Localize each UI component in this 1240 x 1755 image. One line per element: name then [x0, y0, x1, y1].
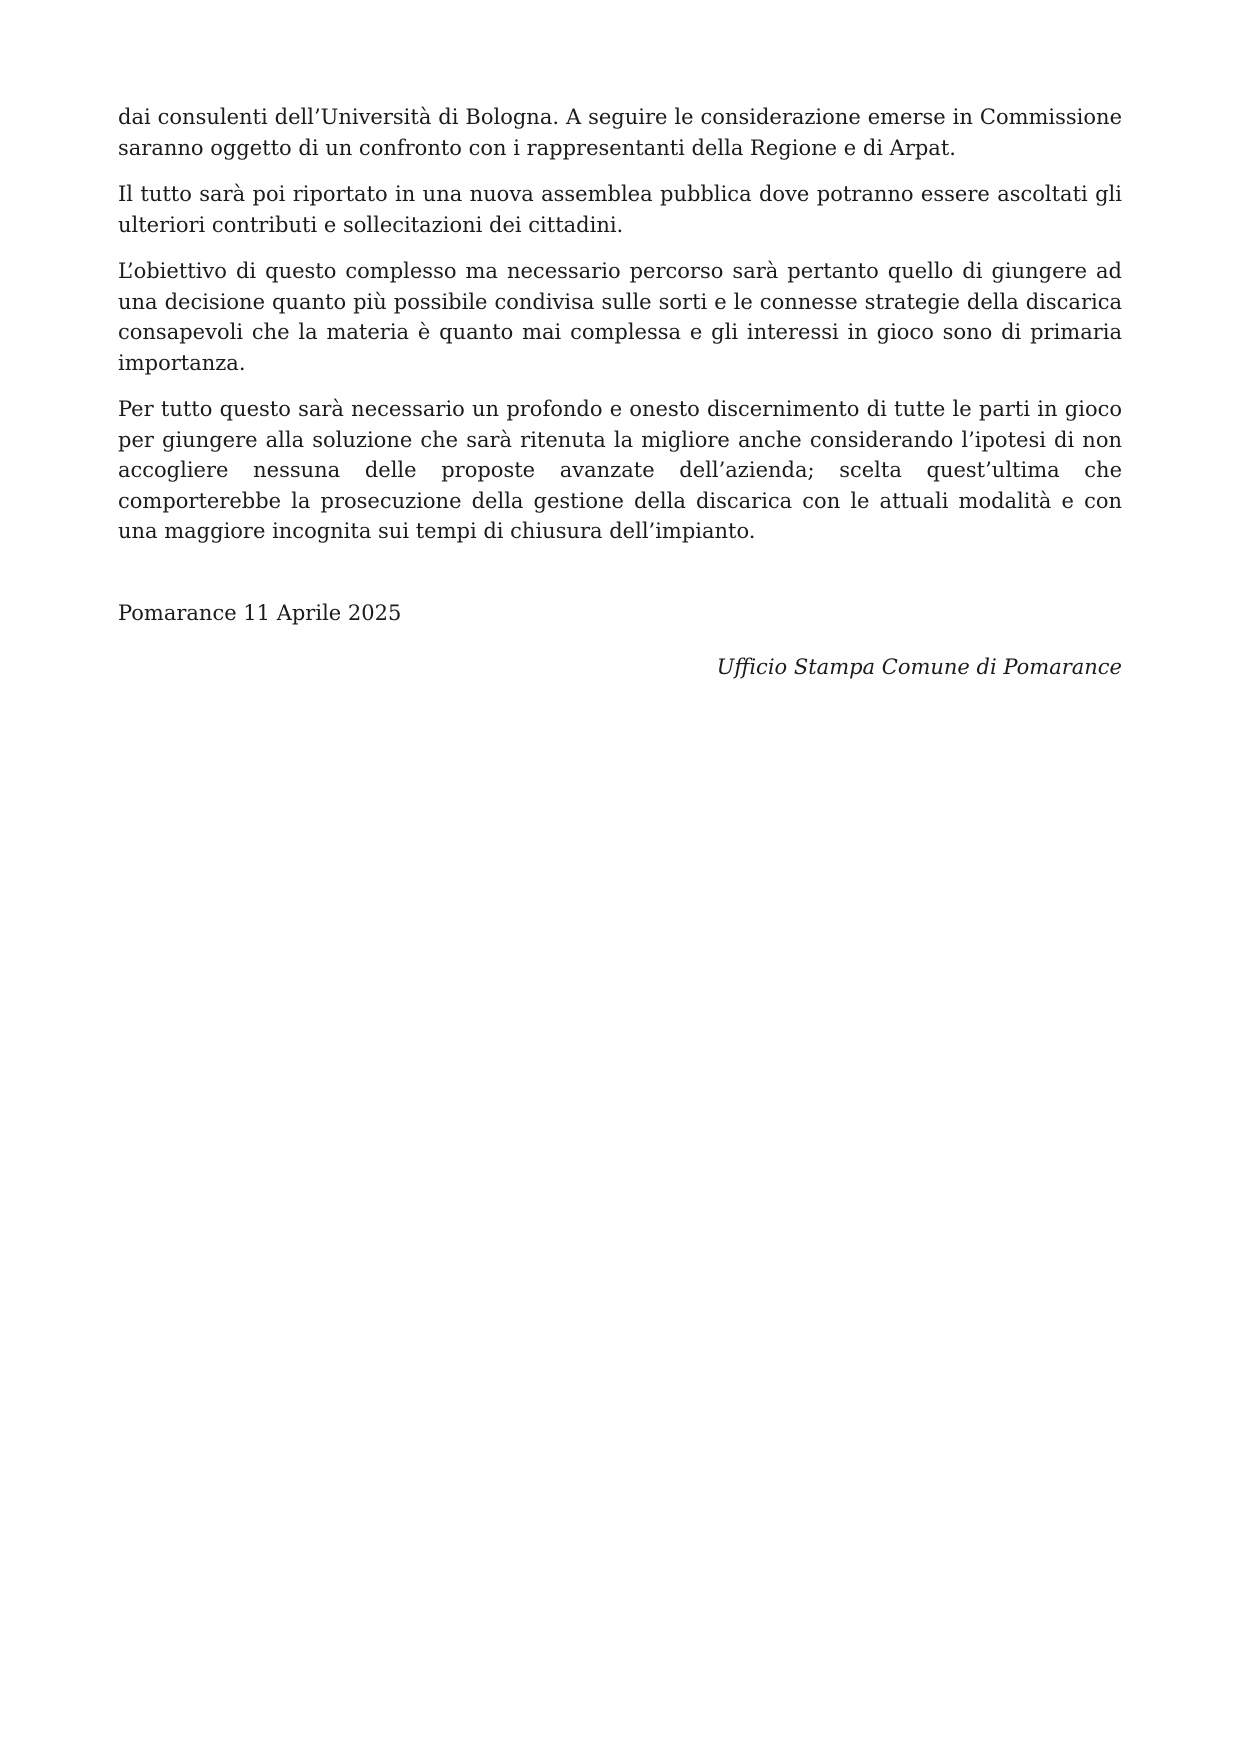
signature: Ufficio Stampa Comune di Pomarance: [716, 655, 1122, 679]
paragraph-objective: L’obiettivo di questo complesso ma necessario percorso sarà pertanto quello di giungere ad una decisione quanto più possibile condivisa sulle sorti e le connesse strategie della discarica consapevoli che la materia è quanto mai complessa e gli interessi in gioco sono di primaria importanza.: [118, 259, 1122, 375]
document-page: [118, 102, 1122, 683]
date-line: Pomarance 11 Aprile 2025: [118, 600, 402, 625]
paragraph-university-consultants: dai consulenti dell’Università di Bologna. A seguire le considerazione emerse in Commissione saranno oggetto di un confronto con i rappresentanti della Regione e di Arpat.: [118, 105, 1122, 160]
paragraph-public-assembly: Il tutto sarà poi riportato in una nuova assemblea pubblica dove potranno essere ascoltati gli ulteriori contributi e sollecitazioni dei cittadini.: [118, 182, 1122, 237]
paragraph-discernment: Per tutto questo sarà necessario un profondo e onesto discernimento di tutte le parti in gioco per giungere alla soluzione che sarà ritenuta la migliore anche considerando l’ipotesi di non accogliere nessuna delle proposte avanzate dell’azienda; scelta quest’ultima che comporterebbe la prosecuzione della gestione della discarica con le attuali modalità e con una maggiore incognita sui tempi di chiusura dell’impianto.: [118, 397, 1122, 543]
